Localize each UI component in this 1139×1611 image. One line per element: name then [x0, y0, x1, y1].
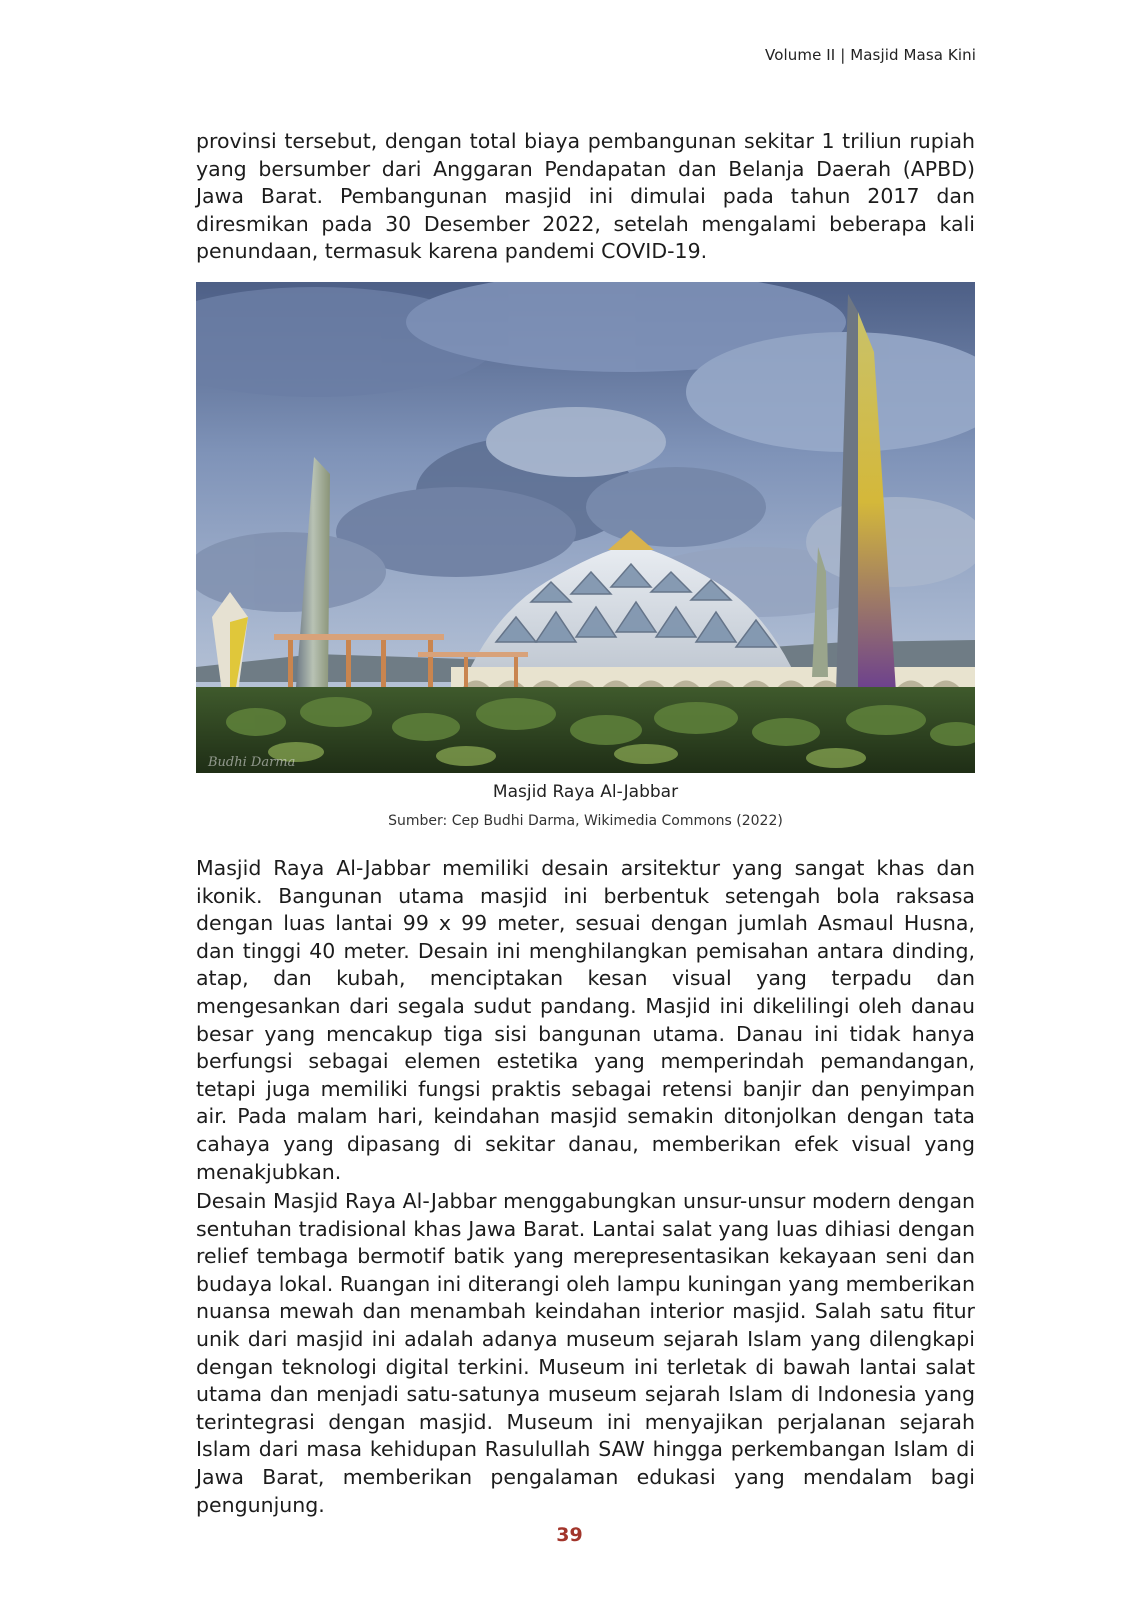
mosque-arcade — [451, 667, 975, 689]
body-paragraph-3: Desain Masjid Raya Al-Jabbar menggabungkan unsur-unsur modern dengan sentuhan tradisional khas Jawa Barat. Lantai salat yang luas dihiasi dengan relief tembaga bermotif batik yang merepresentasikan kekayaan seni dan budaya lokal. Ruangan ini diterangi oleh lampu kuningan yang memberikan nuansa mewah dan menambah keindahan interior masjid. Salah satu fitur unik dari masjid ini adalah adanya museum sejarah Islam yang dilengkapi dengan teknologi digital terkini. Museum ini terletak di bawah lantai salat utama dan menjadi satu-satunya museum sejarah Islam di Indonesia yang terintegrasi dengan masjid. Museum ini menyajikan perjalanan sejarah Islam dari masa kehidupan Rasulullah SAW hingga perkembangan Islam di Jawa Barat, memberikan pengalaman edukasi yang mendalam bagi pengunjung. — [196, 1189, 975, 1517]
figure-caption: Masjid Raya Al-Jabbar — [492, 782, 679, 802]
body-paragraph-2: Masjid Raya Al-Jabbar memiliki desain arsitektur yang sangat khas dan ikonik. Bangunan utama masjid ini berbentuk setengah bola raksasa dengan luas lantai 99 x 99 meter, sesuai dengan jumlah Asmaul Husna, dan tinggi 40 meter. Desain ini menghilangkan pemisahan antara dinding, atap, dan kubah, menciptakan kesan visual yang terpadu dan mengesankan dari segala sudut pandang. Masjid ini dikelilingi oleh danau besar yang mencakup tiga sisi bangunan utama. Danau ini tidak hanya berfungsi sebagai elemen estetika yang memperindah pemandangan, tetapi juga memiliki fungsi praktis sebagai retensi banjir dan penyimpan air. Pada malam hari, keindahan masjid semakin ditonjolkan dengan tata cahaya yang dipasang di sekitar danau, memberikan efek visual yang menakjubkan. — [196, 856, 975, 1184]
body-paragraph-1: provinsi tersebut, dengan total biaya pembangunan sekitar 1 triliun rupiah yang bersumber dari Anggaran Pendapatan dan Belanja Daerah (APBD) Jawa Barat. Pembangunan masjid ini dimulai pada tahun 2017 dan diresmikan pada 30 Desember 2022, setelah mengalami beberapa kali penundaan, termasuk karena pandemi COVID-19. — [196, 129, 975, 264]
running-header: Volume II | Masjid Masa Kini — [765, 46, 976, 64]
page-number: 39 — [556, 1524, 583, 1546]
mosque-photo — [196, 282, 975, 773]
photo-watermark: Budhi Darma — [208, 755, 296, 770]
figure-source: Sumber: Cep Budhi Darma, Wikimedia Commons (2022) — [388, 813, 783, 829]
